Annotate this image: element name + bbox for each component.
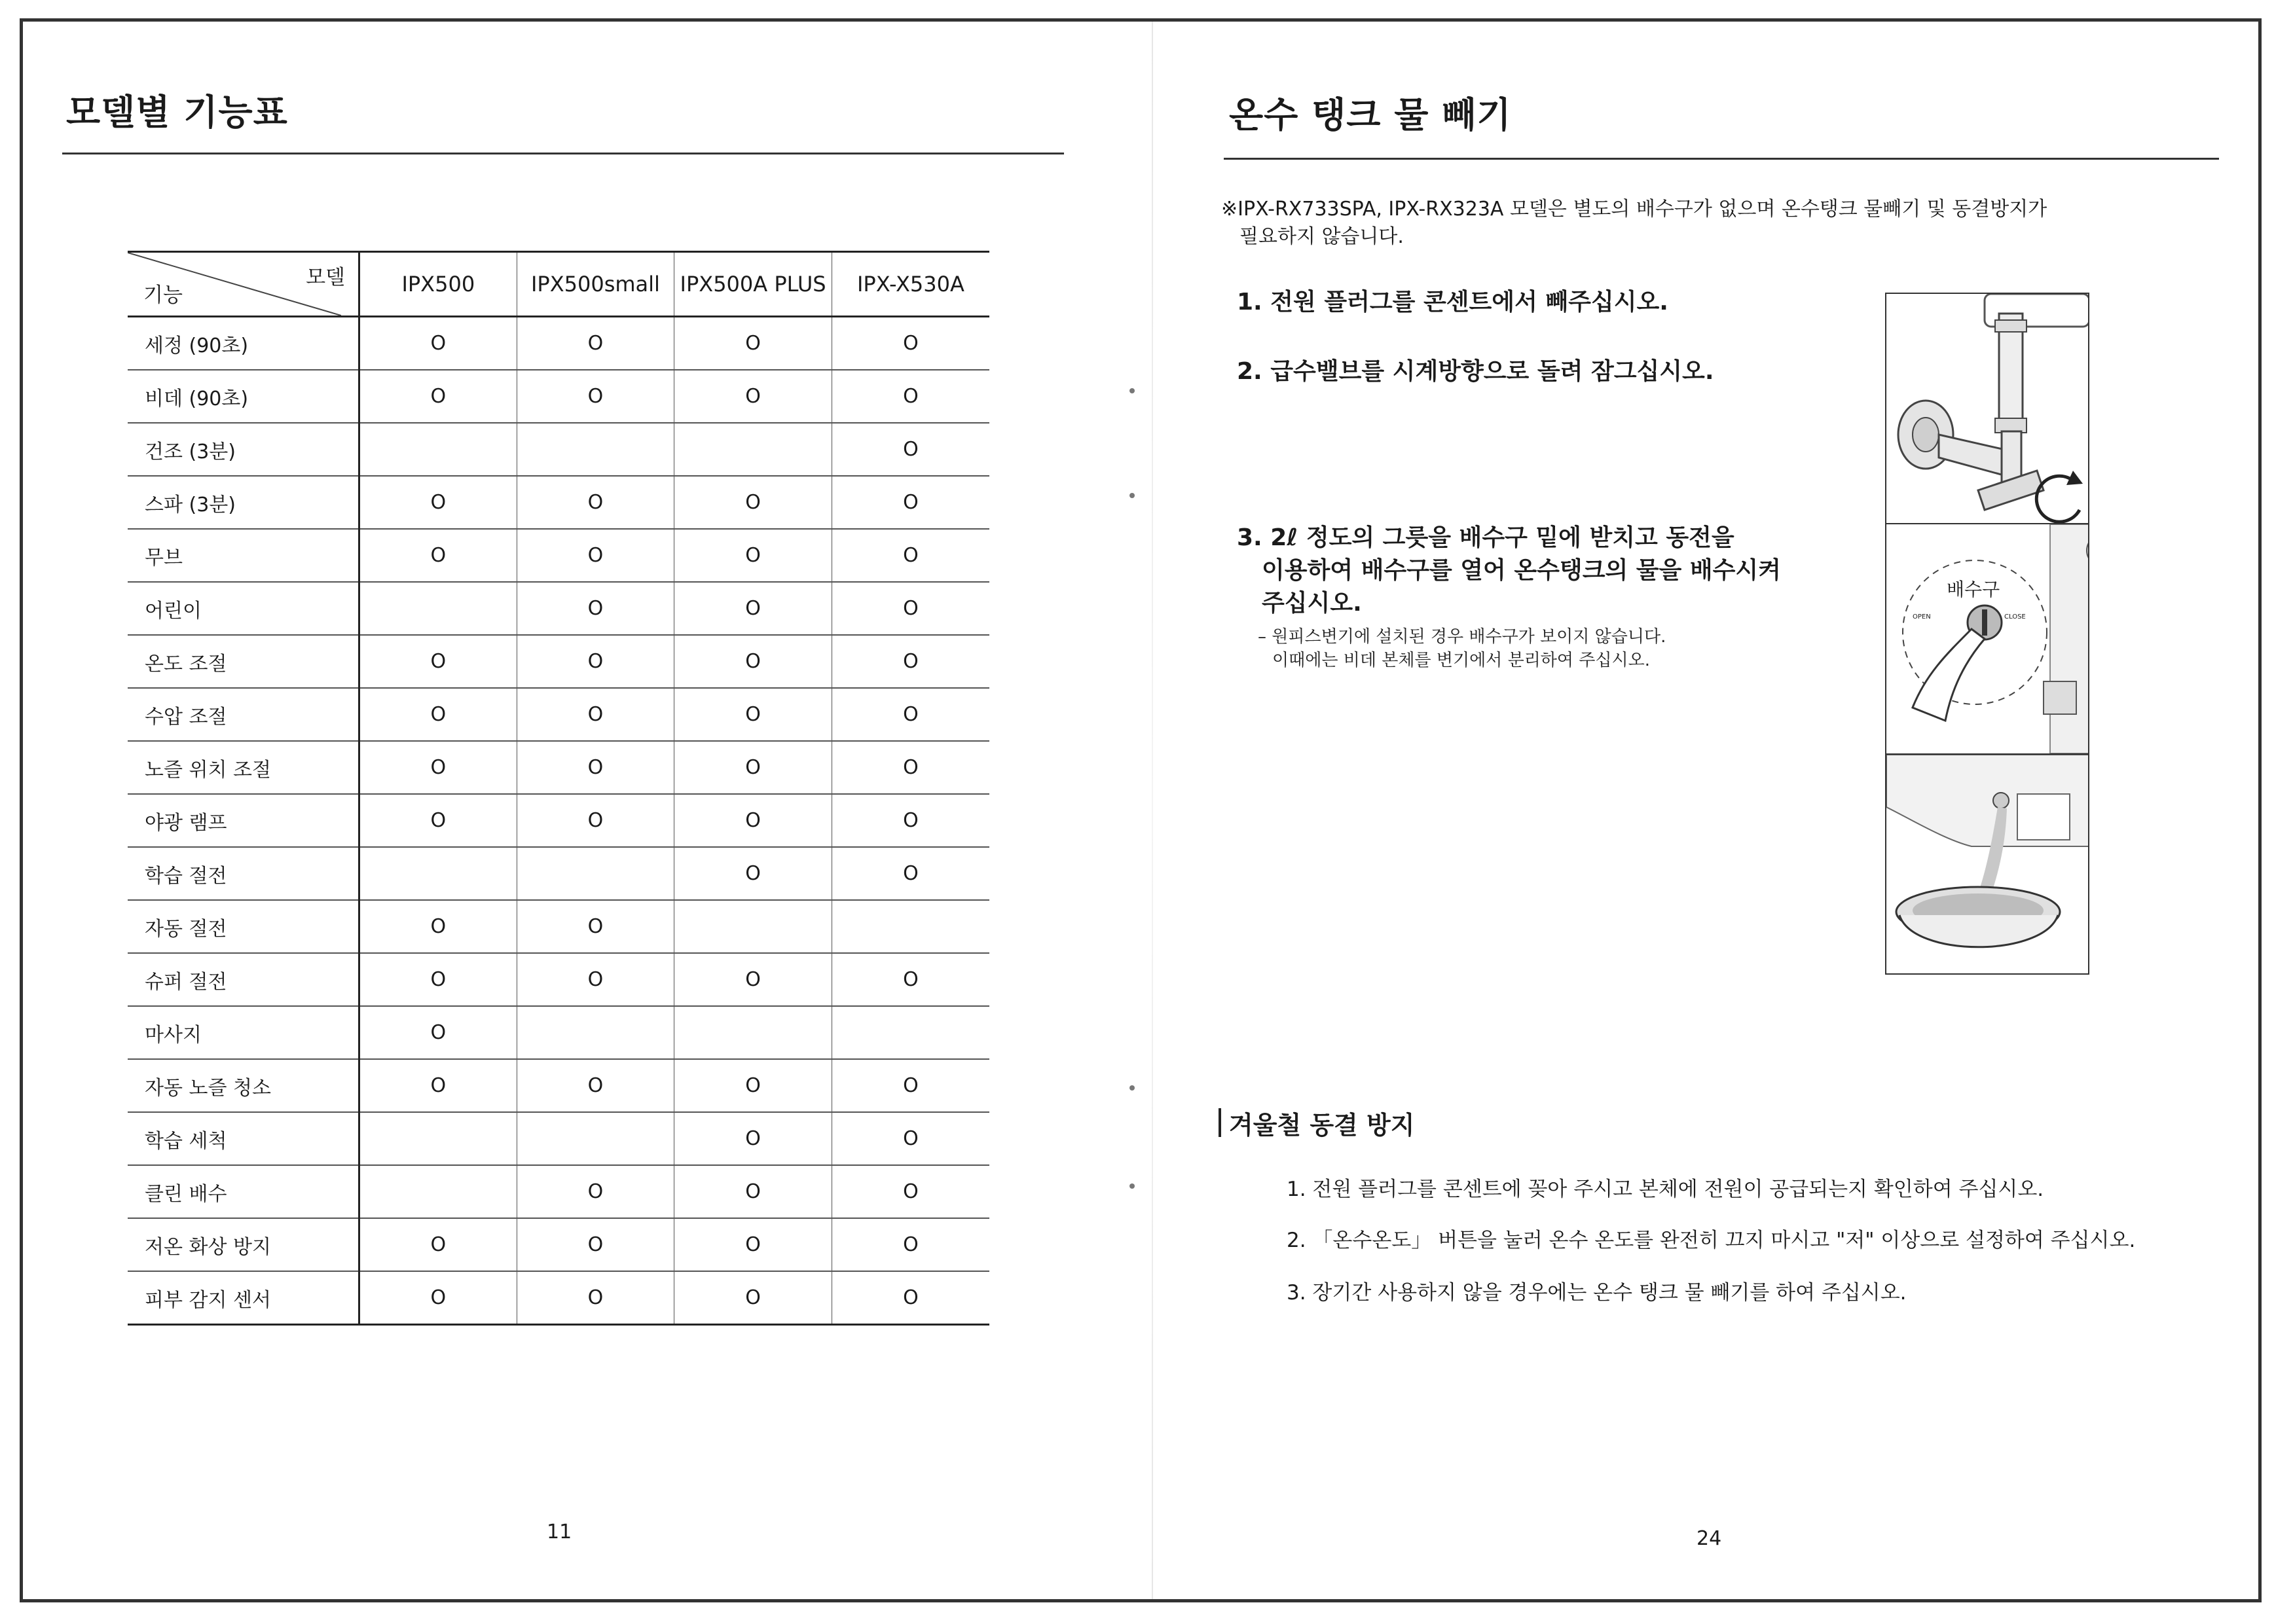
table-row xyxy=(128,900,989,953)
table-row xyxy=(128,953,989,1006)
winter-item-1: 1. 전원 플러그를 콘센트에 꽂아 주시고 본체에 전원이 공급되는지 확인하여 주십시오. xyxy=(1287,1178,2044,1201)
open-label: OPEN xyxy=(1913,613,1931,621)
winter-title-bar xyxy=(1219,1108,1221,1137)
drain-illustration xyxy=(1885,293,2089,975)
close-label: CLOSE xyxy=(2004,613,2026,621)
support-mark-cell: O xyxy=(832,953,989,1006)
support-mark-cell: O xyxy=(359,1218,517,1271)
support-mark-cell: O xyxy=(674,688,832,741)
support-mark-cell: O xyxy=(517,1271,674,1325)
step-3-note xyxy=(1258,625,1666,672)
table-row xyxy=(128,794,989,847)
page-number: 24 xyxy=(1697,1527,1722,1550)
step-3-note-line: – 원피스변기에 설치된 경우 배수구가 보이지 않습니다. xyxy=(1258,627,1666,647)
table-header-row xyxy=(128,252,989,317)
table-row xyxy=(128,635,989,688)
support-mark-cell: O xyxy=(359,953,517,1006)
step-3-line: 주십시오. xyxy=(1262,590,1362,617)
step-1: 1. 전원 플러그를 콘센트에서 빼주십시오. xyxy=(1237,289,1668,316)
support-mark-cell: O xyxy=(832,529,989,582)
page-title: 모델별 기능표 xyxy=(66,92,288,133)
header-function-label: 기능 xyxy=(143,283,183,307)
support-mark-cell: O xyxy=(517,476,674,529)
support-mark-cell: O xyxy=(674,1218,832,1271)
support-mark-cell: O xyxy=(674,476,832,529)
table-row xyxy=(128,1112,989,1165)
support-mark-cell xyxy=(517,1006,674,1059)
support-mark-cell: O xyxy=(517,635,674,688)
support-mark-cell: O xyxy=(359,529,517,582)
support-mark-cell: O xyxy=(674,847,832,900)
support-mark-cell xyxy=(517,847,674,900)
feature-name-cell: 건조 (3분) xyxy=(128,423,359,476)
feature-name-cell: 피부 감지 센서 xyxy=(128,1271,359,1325)
support-mark-cell: O xyxy=(832,423,989,476)
support-mark-cell: O xyxy=(832,741,989,794)
support-mark-cell: O xyxy=(359,741,517,794)
title-rule xyxy=(1224,158,2219,160)
support-mark-cell: O xyxy=(359,1006,517,1059)
support-mark-cell: O xyxy=(674,1271,832,1325)
support-mark-cell: O xyxy=(832,1271,989,1325)
feature-name-cell: 수압 조절 xyxy=(128,688,359,741)
table-row xyxy=(128,847,989,900)
support-mark-cell: O xyxy=(832,1218,989,1271)
support-mark-cell: O xyxy=(832,635,989,688)
support-mark-cell: O xyxy=(517,1059,674,1112)
feature-name-cell: 클린 배수 xyxy=(128,1165,359,1218)
support-mark-cell: O xyxy=(359,370,517,423)
support-mark-cell: O xyxy=(359,688,517,741)
feature-name-cell: 스파 (3분) xyxy=(128,476,359,529)
table-row xyxy=(128,1165,989,1218)
feature-name-cell: 세정 (90초) xyxy=(128,317,359,370)
note-line: ※IPX-RX733SPA, IPX-RX323A 모델은 별도의 배수구가 없으며 온수탱크 물빼기 및 동결방지가 xyxy=(1221,198,2047,221)
table-row xyxy=(128,1271,989,1325)
feature-name-cell: 온도 조절 xyxy=(128,635,359,688)
support-mark-cell: O xyxy=(517,900,674,953)
feature-name-cell: 마사지 xyxy=(128,1006,359,1059)
model-header: IPX-X530A xyxy=(832,252,989,317)
left-page xyxy=(23,22,1152,1599)
support-mark-cell xyxy=(359,423,517,476)
feature-name-cell: 자동 절전 xyxy=(128,900,359,953)
step-3 xyxy=(1237,522,1781,620)
table-row xyxy=(128,317,989,370)
model-header: IPX500 xyxy=(359,252,517,317)
note-line: 필요하지 않습니다. xyxy=(1239,225,1404,248)
support-mark-cell: O xyxy=(832,476,989,529)
header-model-label: 모델 xyxy=(306,266,345,289)
page-number: 11 xyxy=(547,1521,572,1543)
feature-name-cell: 자동 노즐 청소 xyxy=(128,1059,359,1112)
step-3-line: 이용하여 배수구를 열어 온수탱크의 물을 배수시켜 xyxy=(1262,557,1781,584)
manual-spread xyxy=(20,18,2262,1602)
support-mark-cell: O xyxy=(359,900,517,953)
step-2: 2. 급수밸브를 시계방향으로 돌려 잠그십시오. xyxy=(1237,358,1714,385)
support-mark-cell: O xyxy=(517,370,674,423)
feature-name-cell: 슈퍼 절전 xyxy=(128,953,359,1006)
support-mark-cell: O xyxy=(674,635,832,688)
support-mark-cell: O xyxy=(832,1059,989,1112)
support-mark-cell xyxy=(359,847,517,900)
support-mark-cell xyxy=(359,582,517,635)
support-mark-cell: O xyxy=(832,317,989,370)
support-mark-cell: O xyxy=(517,1165,674,1218)
support-mark-cell xyxy=(674,423,832,476)
feature-table xyxy=(128,251,989,1326)
support-mark-cell: O xyxy=(359,317,517,370)
winter-item-2: 2. 「온수온도」 버튼을 눌러 온수 온도를 완전히 끄지 마시고 "저" 이상으로 설정하여 주십시오. xyxy=(1287,1229,2136,1252)
table-row xyxy=(128,1006,989,1059)
support-mark-cell: O xyxy=(517,1218,674,1271)
support-mark-cell: O xyxy=(832,1112,989,1165)
table-corner-header xyxy=(128,252,359,317)
model-header: IPX500small xyxy=(517,252,674,317)
table-row xyxy=(128,741,989,794)
support-mark-cell xyxy=(517,423,674,476)
title-rule xyxy=(62,153,1064,154)
support-mark-cell: O xyxy=(359,1271,517,1325)
feature-name-cell: 노즐 위치 조절 xyxy=(128,741,359,794)
feature-name-cell: 비데 (90초) xyxy=(128,370,359,423)
support-mark-cell: O xyxy=(517,688,674,741)
support-mark-cell: O xyxy=(832,582,989,635)
support-mark-cell: O xyxy=(832,847,989,900)
support-mark-cell: O xyxy=(517,529,674,582)
support-mark-cell: O xyxy=(517,582,674,635)
drain-port-illustration xyxy=(1886,524,2088,753)
support-mark-cell: O xyxy=(674,317,832,370)
feature-name-cell: 어린이 xyxy=(128,582,359,635)
table-row xyxy=(128,423,989,476)
support-mark-cell: O xyxy=(674,529,832,582)
support-mark-cell xyxy=(359,1112,517,1165)
support-mark-cell: O xyxy=(674,953,832,1006)
support-mark-cell: O xyxy=(832,688,989,741)
feature-name-cell: 야광 램프 xyxy=(128,794,359,847)
table-row xyxy=(128,582,989,635)
support-mark-cell: O xyxy=(832,370,989,423)
support-mark-cell: O xyxy=(674,1112,832,1165)
step-3-line: 3. 2ℓ 정도의 그릇을 배수구 밑에 받치고 동전을 xyxy=(1237,524,1734,551)
support-mark-cell: O xyxy=(674,370,832,423)
support-mark-cell xyxy=(517,1112,674,1165)
support-mark-cell xyxy=(832,900,989,953)
winter-section-title: 겨울철 동결 방지 xyxy=(1229,1111,1415,1140)
model-note xyxy=(1221,196,2151,251)
support-mark-cell: O xyxy=(674,741,832,794)
model-header: IPX500A PLUS xyxy=(674,252,832,317)
support-mark-cell xyxy=(674,1006,832,1059)
winter-item-3: 3. 장기간 사용하지 않을 경우에는 온수 탱크 물 빼기를 하여 주십시오. xyxy=(1287,1281,1907,1305)
support-mark-cell: O xyxy=(832,794,989,847)
support-mark-cell: O xyxy=(674,1165,832,1218)
support-mark-cell xyxy=(832,1006,989,1059)
support-mark-cell: O xyxy=(359,794,517,847)
support-mark-cell xyxy=(359,1165,517,1218)
support-mark-cell: O xyxy=(674,1059,832,1112)
feature-name-cell: 학습 절전 xyxy=(128,847,359,900)
support-mark-cell xyxy=(674,900,832,953)
table-row xyxy=(128,1218,989,1271)
support-mark-cell: O xyxy=(517,317,674,370)
feature-name-cell: 무브 xyxy=(128,529,359,582)
support-mark-cell: O xyxy=(517,953,674,1006)
support-mark-cell: O xyxy=(674,582,832,635)
table-row xyxy=(128,370,989,423)
right-page xyxy=(1153,22,2260,1599)
page-title: 온수 탱크 물 빼기 xyxy=(1229,94,1512,135)
table-row xyxy=(128,529,989,582)
support-mark-cell: O xyxy=(517,794,674,847)
support-mark-cell: O xyxy=(359,1059,517,1112)
support-mark-cell: O xyxy=(517,741,674,794)
feature-table-body xyxy=(128,317,989,1325)
support-mark-cell: O xyxy=(359,635,517,688)
support-mark-cell: O xyxy=(832,1165,989,1218)
feature-name-cell: 학습 세척 xyxy=(128,1112,359,1165)
valve-illustration xyxy=(1886,294,2088,523)
table-row xyxy=(128,476,989,529)
support-mark-cell: O xyxy=(359,476,517,529)
table-row xyxy=(128,688,989,741)
table-row xyxy=(128,1059,989,1112)
bowl-illustration xyxy=(1886,755,2088,975)
feature-name-cell: 저온 화상 방지 xyxy=(128,1218,359,1271)
support-mark-cell: O xyxy=(674,794,832,847)
drain-label: 배수구 xyxy=(1947,579,2000,600)
step-3-note-line: 이때에는 비데 본체를 변기에서 분리하여 주십시오. xyxy=(1272,651,1651,670)
